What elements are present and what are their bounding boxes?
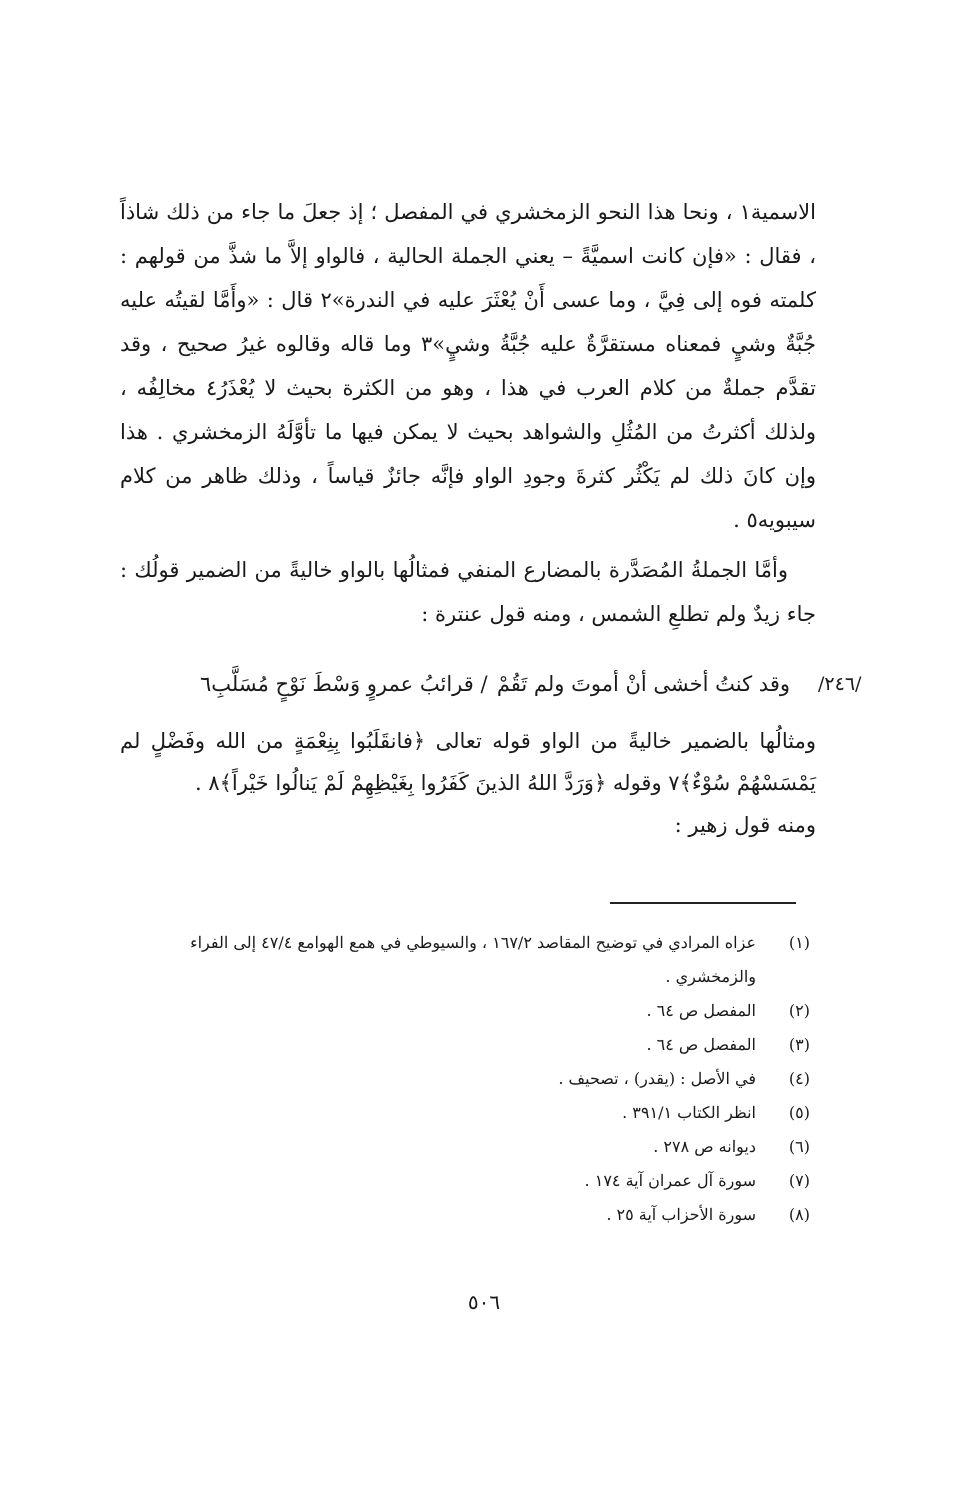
footnote-item	[120, 1164, 816, 1198]
footnote-text: عزاه المرادي في توضيح المقاصد ١٦٧/٢ ، والسيوطي في همع الهوامع ٤٧/٤ إلى الفراء والزمخشري .	[190, 933, 756, 986]
poetry-verse	[120, 662, 816, 706]
footnote-number: (٧)	[788, 1171, 810, 1190]
footnote-text: المفصل ص ٦٤ .	[646, 1001, 756, 1020]
paragraph-4: ومنه قول زهير :	[674, 813, 816, 837]
footnote-text: سورة آل عمران آية ١٧٤ .	[584, 1171, 756, 1190]
footnote-item	[120, 926, 816, 994]
footnote-separator	[610, 902, 796, 904]
footnote-number: (٥)	[788, 1103, 810, 1122]
footnote-number: (٨)	[788, 1205, 810, 1224]
main-text-block-2	[120, 720, 816, 846]
footnote-text: انظر الكتاب ٣٩١/١ .	[622, 1103, 756, 1122]
footnote-item	[120, 994, 816, 1028]
footnote-number: (٦)	[788, 1137, 810, 1156]
footnote-item	[120, 1062, 816, 1096]
footnote-number: (٣)	[788, 1035, 810, 1054]
footnote-text: سورة الأحزاب آية ٢٥ .	[606, 1205, 756, 1224]
margin-page-reference: /٢٤٦/	[818, 673, 862, 695]
footnote-item	[120, 1198, 816, 1232]
footnote-text: في الأصل : (يقدر) ، تصحيف .	[558, 1069, 756, 1088]
footnote-number: (٢)	[788, 1001, 810, 1020]
main-text-block	[120, 190, 816, 636]
footnote-item	[120, 1096, 816, 1130]
footnote-number: (١)	[788, 933, 810, 952]
paragraph-1: الاسمية١ ، ونحا هذا النحو الزمخشري في المفصل ؛ إذ جعلَ ما جاء من ذلك شاذاً ، فقال : «فإن كانت اسميَّةً – يعني الجملة الحالية ، فالواو إلاَّ ما شذَّ من قولهم : كلمته فوه إلى فِيَّ ، وما عسى أَنْ يُعْثَرَ عليه في الندرة»٢ قال : «وأَمَّا لقيتُه عليه جُبَّةٌ وشيٍ فمعناه مستقرَّةٌ عليه جُبَّةُ وشيٍ»٣ وما قاله وقالوه غيرُ صحيح ، وقد تقدَّم جملةٌ من كلام العرب في هذا ، وهو من الكثرة بحيث لا يُعْذَرُ٤ مخالِفُه ، ولذلك أكثرتُ من المُثُلِ والشواهد بحيث لا يمكن فيها ما تأوَّلَهُ الزمخشري . هذا وإن كانَ ذلك لم يَكْثُر كثرةَ وجودِ الواو فإنَّه جائزٌ قياساً ، وذلك ظاهر من كلام سيبويه٥ .	[120, 200, 816, 532]
verse-second-hemistich: / قرائبُ عمروٍ وَسْطَ نَوْحٍ مُسَلَّبِ٦	[200, 672, 488, 696]
paragraph-2: وأمَّا الجملةُ المُصَدَّرة بالمضارع المنفي فمثالُها بالواو خاليةً من الضمير قولُك : جاء زيدٌ ولم تطلعِ الشمس ، ومنه قول عنترة :	[120, 558, 816, 626]
footnotes	[120, 926, 816, 1232]
paragraph-3: ومثالُها بالضمير خاليةً من الواو قوله تعالى ﴿فانقَلَبُوا بِنِعْمَةٍ من الله وفَضْلٍ لم يَمْسَسْهُمْ سُوْءٌ﴾٧ وقوله ﴿وَرَدَّ اللهُ الذينَ كَفَرُوا بِغَيْظِهِمْ لَمْ يَنالُوا خَيْراً﴾٨ .	[120, 729, 816, 795]
footnote-item	[120, 1130, 816, 1164]
footnote-item	[120, 1028, 816, 1062]
footnote-text: ديوانه ص ٢٧٨ .	[653, 1137, 756, 1156]
footnote-text: المفصل ص ٦٤ .	[646, 1035, 756, 1054]
page-number: ٥٠٦	[467, 1290, 501, 1314]
footnote-number: (٤)	[788, 1069, 810, 1088]
verse-first-hemistich: وقد كنتُ أخشى أنْ أموتَ ولم تَقُمْ	[496, 672, 790, 696]
